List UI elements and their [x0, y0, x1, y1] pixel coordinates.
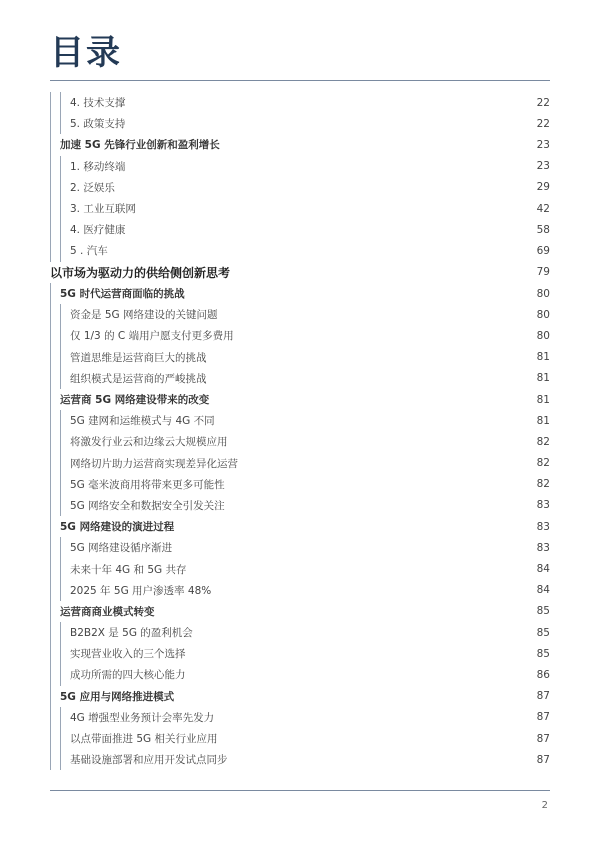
toc-entry-page: 81 [536, 351, 550, 364]
toc-entry-label: 5G 网络安全和数据安全引发关注 [70, 499, 225, 512]
toc-entry-page: 22 [536, 96, 550, 109]
toc-entry-label: 资金是 5G 网络建设的关键问题 [70, 309, 218, 322]
toc-entry[interactable] [50, 431, 550, 452]
toc-entry[interactable] [50, 686, 550, 707]
toc-entry-label: 1. 移动终端 [70, 160, 126, 173]
toc-entry-page: 58 [536, 223, 550, 236]
toc-entry[interactable] [50, 664, 550, 685]
toc-entry-label: 5G 应用与网络推进模式 [60, 690, 175, 703]
toc-entry-page: 84 [536, 584, 550, 597]
toc-entry-label: 3. 工业互联网 [70, 203, 136, 216]
toc-entry[interactable] [50, 643, 550, 664]
toc-entry-label: 5G 时代运营商面临的挑战 [60, 288, 185, 301]
toc-entry-label: 5. 政策支持 [70, 118, 126, 131]
toc-entry-label: 4G 增强型业务预计会率先发力 [70, 711, 215, 724]
toc-entry-page: 83 [536, 499, 550, 512]
toc-entry-page: 86 [536, 668, 550, 681]
title-divider [50, 80, 550, 81]
toc-entry[interactable] [50, 707, 550, 728]
toc-entry[interactable] [50, 453, 550, 474]
toc-entry-page: 81 [536, 414, 550, 427]
toc-entry-label: 基础设施部署和应用开发试点同步 [70, 754, 228, 767]
toc-entry[interactable] [50, 304, 550, 325]
toc-entry-label: 未来十年 4G 和 5G 共存 [70, 563, 187, 576]
toc-entry-label: 2. 泛娱乐 [70, 181, 115, 194]
page-number: 2 [541, 800, 548, 811]
toc-entry-label: 将激发行业云和边缘云大规模应用 [70, 436, 228, 449]
toc-entry-label: 2025 年 5G 用户渗透率 48% [70, 584, 212, 597]
toc-entry-page: 83 [536, 520, 550, 533]
toc-entry[interactable] [50, 474, 550, 495]
toc-entry-page: 87 [536, 690, 550, 703]
toc-entry-page: 79 [536, 266, 550, 279]
toc-entry-page: 84 [536, 563, 550, 576]
toc-entry-label: 组织模式是运营商的严峻挑战 [70, 372, 207, 385]
toc-entry[interactable] [50, 601, 550, 622]
toc-entry-page: 82 [536, 478, 550, 491]
toc-entry-label: 5G 建网和运维模式与 4G 不同 [70, 415, 215, 428]
toc-entry[interactable] [50, 113, 550, 134]
toc-entry-page: 83 [536, 541, 550, 554]
toc-entry-page: 81 [536, 372, 550, 385]
toc-entry[interactable] [50, 283, 550, 304]
toc-entry[interactable] [50, 325, 550, 346]
toc-entry[interactable] [50, 558, 550, 579]
toc-entry-label: 实现营业收入的三个选择 [70, 648, 186, 661]
toc-entry[interactable] [50, 410, 550, 431]
toc-entry[interactable] [50, 749, 550, 770]
toc-entry-page: 80 [536, 308, 550, 321]
toc-entry[interactable] [50, 516, 550, 537]
toc-entry-page: 69 [536, 244, 550, 257]
toc-entry-page: 80 [536, 329, 550, 342]
toc-entry-page: 87 [536, 732, 550, 745]
toc-entry[interactable] [50, 156, 550, 177]
toc-entry-page: 29 [536, 181, 550, 194]
toc-entry-label: 5 . 汽车 [70, 245, 108, 258]
toc-entry-label: 以市场为驱动力的供给侧创新思考 [50, 265, 231, 280]
toc-entry[interactable] [50, 580, 550, 601]
toc-entry-page: 81 [536, 393, 550, 406]
toc-entry-page: 87 [536, 711, 550, 724]
toc-entry[interactable] [50, 240, 550, 261]
toc-entry-page: 82 [536, 457, 550, 470]
table-of-contents [50, 92, 550, 770]
toc-entry-label: 5G 网络建设的演进过程 [60, 521, 175, 534]
toc-entry-page: 85 [536, 605, 550, 618]
toc-entry[interactable] [50, 495, 550, 516]
toc-entry-page: 80 [536, 287, 550, 300]
toc-entry-label: 加速 5G 先锋行业创新和盈利增长 [60, 139, 220, 152]
toc-entry-label: 5G 毫米波商用将带来更多可能性 [70, 478, 225, 491]
toc-entry-page: 85 [536, 647, 550, 660]
toc-entry-label: 5G 网络建设循序渐进 [70, 542, 173, 555]
toc-entry[interactable] [50, 219, 550, 240]
toc-entry-label: 运营商 5G 网络建设带来的改变 [60, 394, 210, 407]
toc-entry[interactable] [50, 198, 550, 219]
toc-entry[interactable] [50, 134, 550, 155]
toc-entry[interactable] [50, 92, 550, 113]
toc-entry-page: 82 [536, 435, 550, 448]
toc-entry[interactable] [50, 728, 550, 749]
toc-entry-label: 管道思维是运营商巨大的挑战 [70, 351, 207, 364]
toc-entry-page: 22 [536, 117, 550, 130]
page-title: 目录 [50, 33, 122, 73]
toc-entry[interactable] [50, 389, 550, 410]
toc-entry-page: 85 [536, 626, 550, 639]
toc-entry-label: 以点带面推进 5G 相关行业应用 [70, 733, 218, 746]
toc-entry-page: 23 [536, 160, 550, 173]
toc-entry[interactable] [50, 368, 550, 389]
toc-entry-page: 42 [536, 202, 550, 215]
footer-divider [50, 790, 550, 791]
toc-entry-label: 仅 1/3 的 C 端用户愿支付更多费用 [70, 330, 234, 343]
toc-entry[interactable] [50, 177, 550, 198]
toc-entry-label: B2B2X 是 5G 的盈利机会 [70, 627, 193, 640]
toc-entry[interactable] [50, 622, 550, 643]
toc-entry[interactable] [50, 347, 550, 368]
toc-entry-label: 4. 技术支撑 [70, 97, 126, 110]
toc-entry-label: 运营商商业模式转变 [60, 605, 155, 618]
toc-entry-label: 成功所需的四大核心能力 [70, 669, 186, 682]
toc-entry-page: 23 [536, 138, 550, 151]
toc-entry-label: 4. 医疗健康 [70, 224, 126, 237]
toc-entry-page: 87 [536, 753, 550, 766]
toc-entry[interactable] [50, 537, 550, 558]
toc-entry-label: 网络切片助力运营商实现差异化运营 [70, 457, 238, 470]
toc-entry[interactable] [50, 262, 550, 284]
